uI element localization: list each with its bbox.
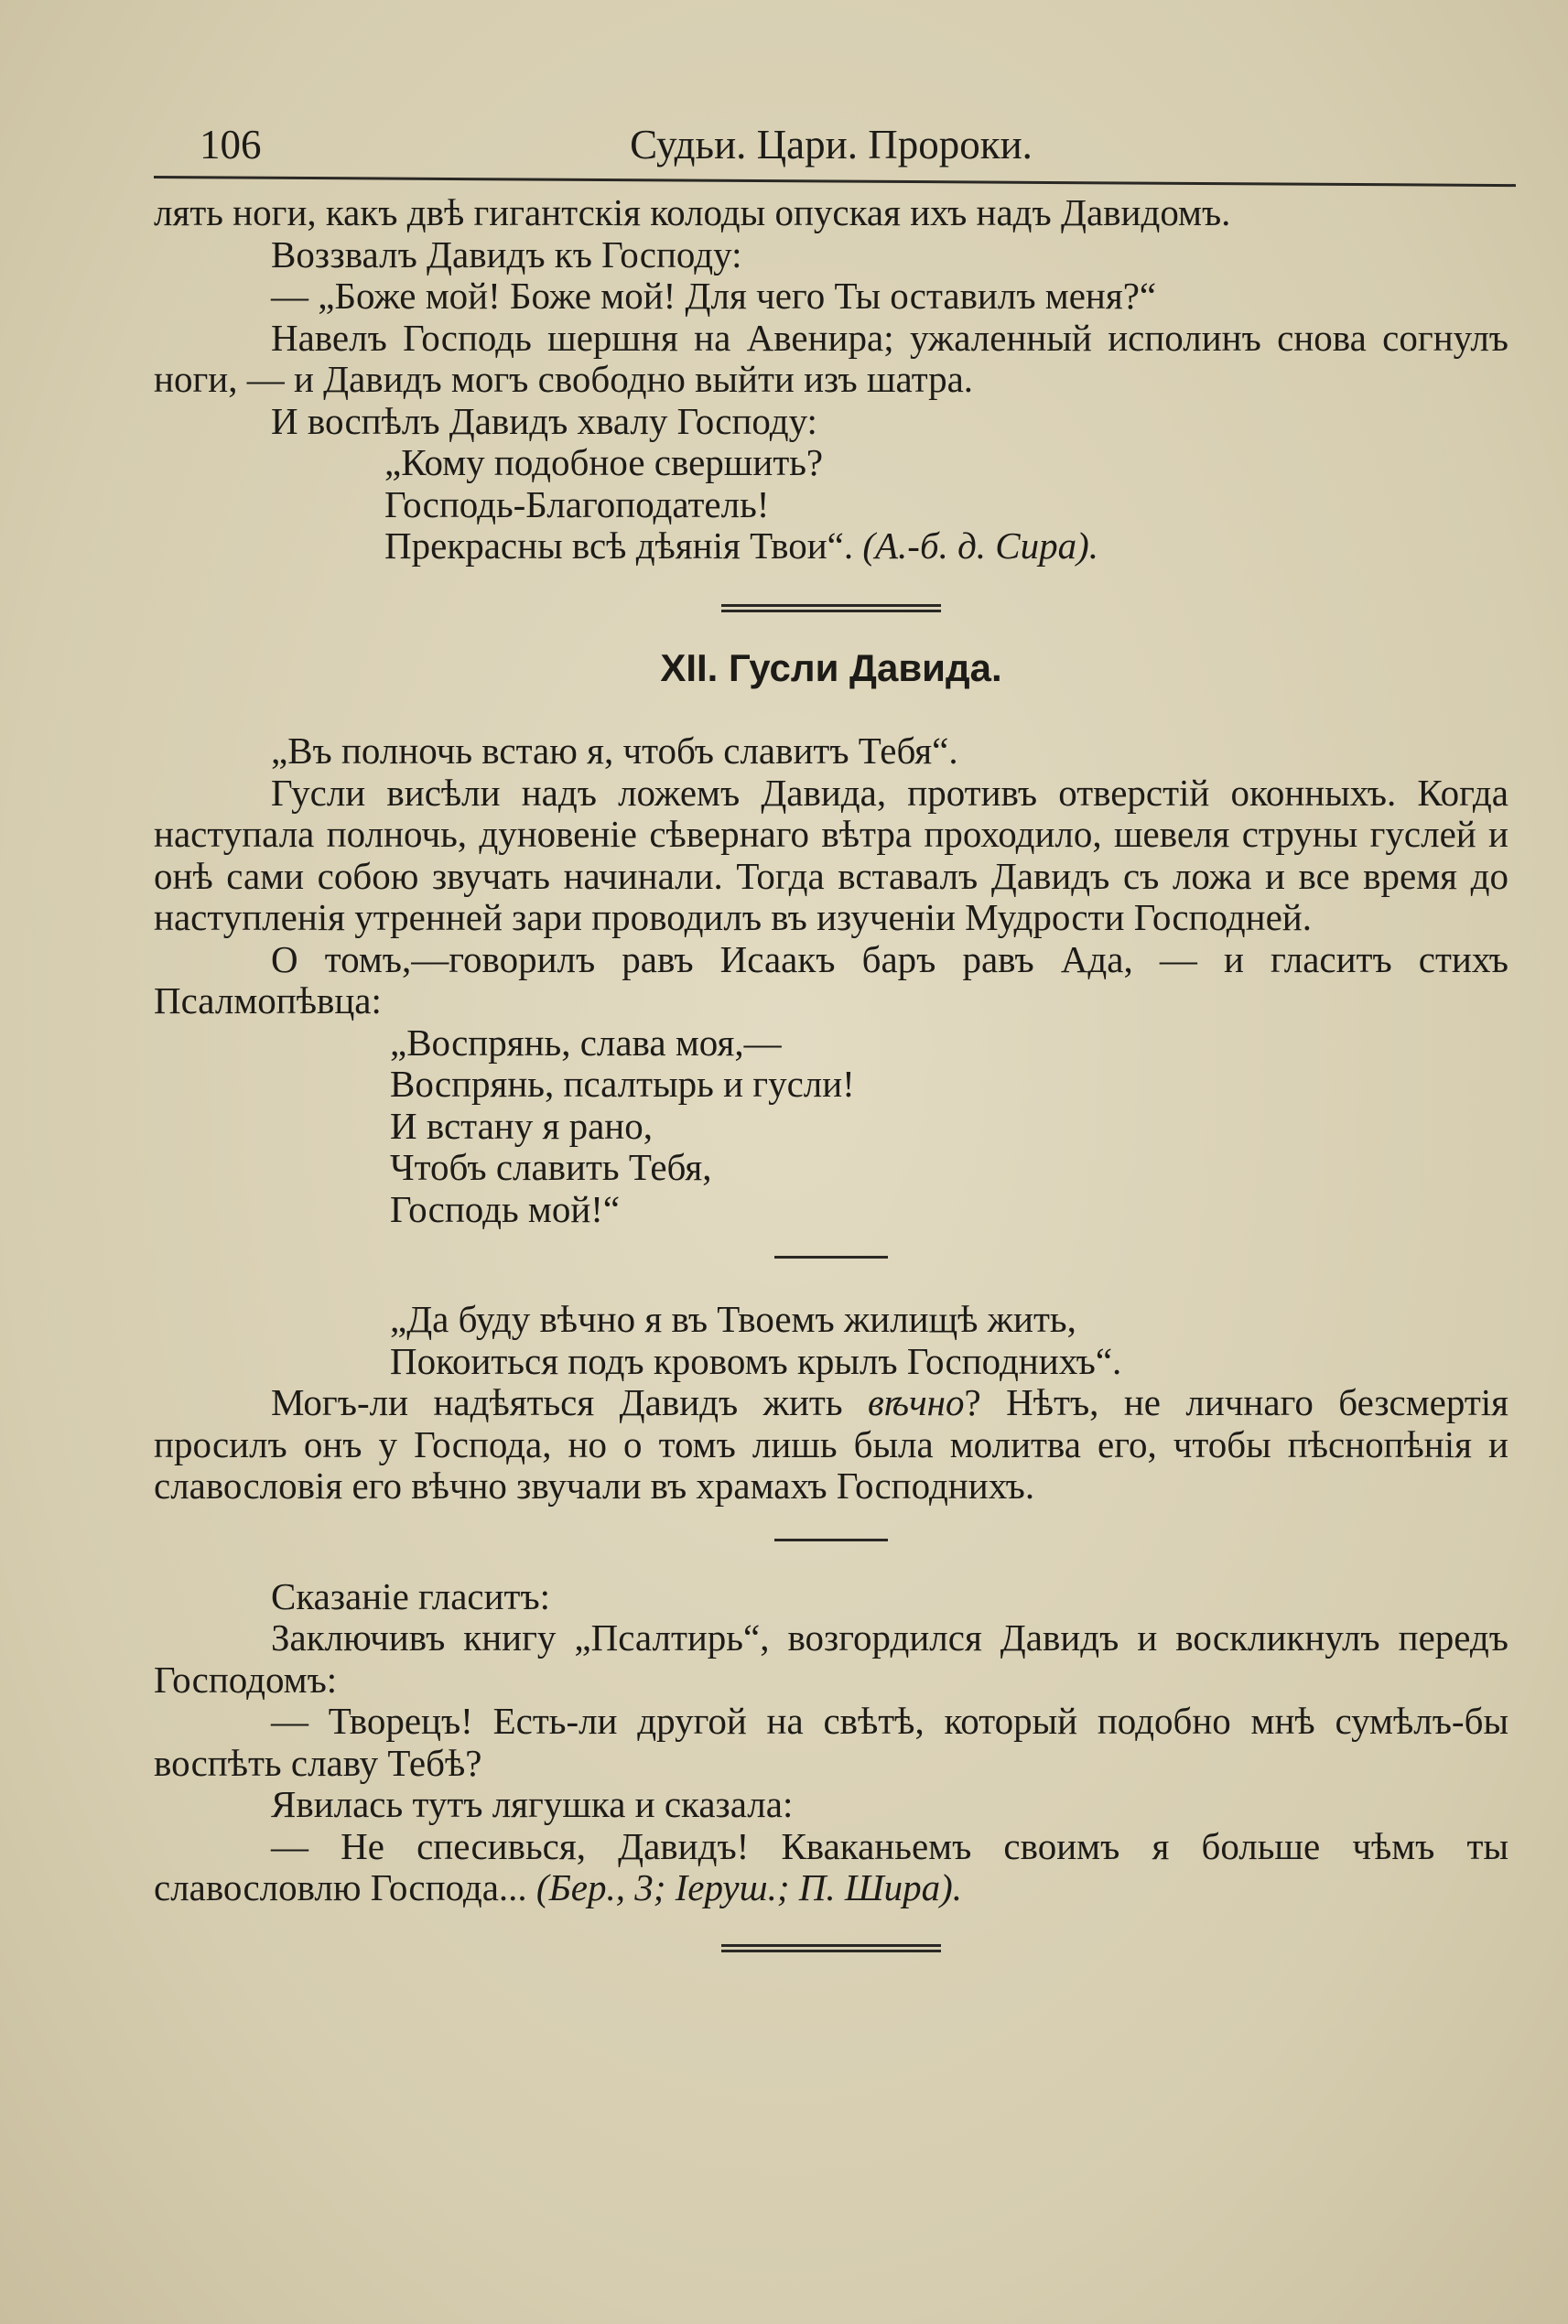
book-page xyxy=(154,110,1509,2288)
paragraph: И воспѣлъ Давидъ хвалу Господу: xyxy=(271,399,817,442)
verse-line-text: Прекрасны всѣ дѣянія Твои“. xyxy=(384,524,854,567)
verse-line: Господь мой!“ xyxy=(390,1187,621,1230)
verse-line: „Воспрянь, слава моя,— xyxy=(390,1021,782,1064)
text-run: Могъ-ли надѣяться Давидъ жить xyxy=(271,1381,868,1423)
quoted-line: — „Боже мой! Боже мой! Для чего Ты оставилъ меня?“ xyxy=(271,275,1157,317)
text-run: ? Нѣтъ, не личнаго безсмертія просилъ онъ у Господа, но о томъ лишь была молитва его, чтобы пѣснопѣнія и славословія его вѣчно звучали въ храмахъ Господнихъ. xyxy=(154,1381,1509,1507)
text-run: — Не спесивься, Давидъ! Кваканьемъ своимъ я больше чѣмъ ты славословлю Господа... xyxy=(154,1824,1509,1908)
running-title: Судьи. Цари. Пророки. xyxy=(630,122,1033,168)
verse-line: И встану я рано, xyxy=(390,1104,653,1147)
paragraph: Заключивъ книгу „Псалтирь“, возгордился Давидъ и воскликнулъ передъ Господомъ: xyxy=(154,1616,1509,1701)
section-heading: XII. Гусли Давида. xyxy=(660,645,1002,689)
page-text xyxy=(154,192,1509,1952)
page-header xyxy=(154,110,1509,185)
epigraph: „Въ полночь встаю я, чтобъ славитъ Тебя“. xyxy=(271,730,958,772)
section-divider xyxy=(721,604,941,612)
paragraph xyxy=(154,1382,1509,1508)
paragraph: Гусли висѣли надъ ложемъ Давида, противъ отверстій оконныхъ. Когда наступала полночь, дуновеніе сѣвернаго вѣтра проходило, шевеля струны гуслей и онѣ сами собою звучать начинали. Тогда вставалъ Давидъ съ ложа и все время до наступленія утренней зари проводилъ въ изученіи Мудрости Господней. xyxy=(154,771,1509,938)
page-number: 106 xyxy=(200,122,262,168)
epigraph-block xyxy=(390,1299,1509,1382)
verse-line: „Кому подобное свершить? xyxy=(384,441,824,483)
verse-block xyxy=(384,442,1509,567)
emphasis: вѣчно xyxy=(867,1381,965,1423)
verse-line: Воспрянь, псалтырь и гусли! xyxy=(390,1063,855,1105)
epigraph-line: „Да буду вѣчно я въ Твоемъ жилищѣ жить, xyxy=(390,1298,1076,1340)
paragraph: О томъ,—говорилъ равъ Исаакъ баръ равъ Ада, — и гласитъ стихъ Псалмопѣвца: xyxy=(154,937,1509,1021)
verse-line: Господь-Благоподатель! xyxy=(384,482,770,525)
header-rule xyxy=(154,176,1516,187)
source-attribution: (А.-б. д. Сира). xyxy=(862,524,1099,567)
verse-line: Чтобъ славить Тебя, xyxy=(390,1146,712,1188)
paragraph: Воззвалъ Давидъ къ Господу: xyxy=(271,232,742,276)
paragraph-continuation: лять ноги, какъ двѣ гигантскія колоды опуская ихъ надъ Давидомъ. xyxy=(154,191,1231,233)
paragraph: Явилась тутъ лягушка и сказала: xyxy=(271,1783,794,1825)
verse-line xyxy=(384,525,1509,567)
paragraph: — Творецъ! Есть-ли другой на свѣтѣ, который подобно мнѣ сумѣлъ-бы воспѣть славу Тебѣ? xyxy=(154,1700,1509,1784)
paragraph xyxy=(154,1826,1509,1909)
paragraph: Навелъ Господь шершня на Авенира; ужаленный исполинъ снова согнулъ ноги, — и Давидъ могъ свободно выйти изъ шатра. xyxy=(154,316,1509,400)
source-attribution: (Бер., 3; Іеруш.; П. Шира). xyxy=(535,1866,962,1908)
paragraph: Сказаніе гласитъ: xyxy=(271,1574,551,1617)
verse-block xyxy=(390,1022,1509,1231)
end-divider xyxy=(721,1944,941,1952)
epigraph-line: Покоиться подъ кровомъ крылъ Господнихъ“. xyxy=(390,1339,1122,1382)
